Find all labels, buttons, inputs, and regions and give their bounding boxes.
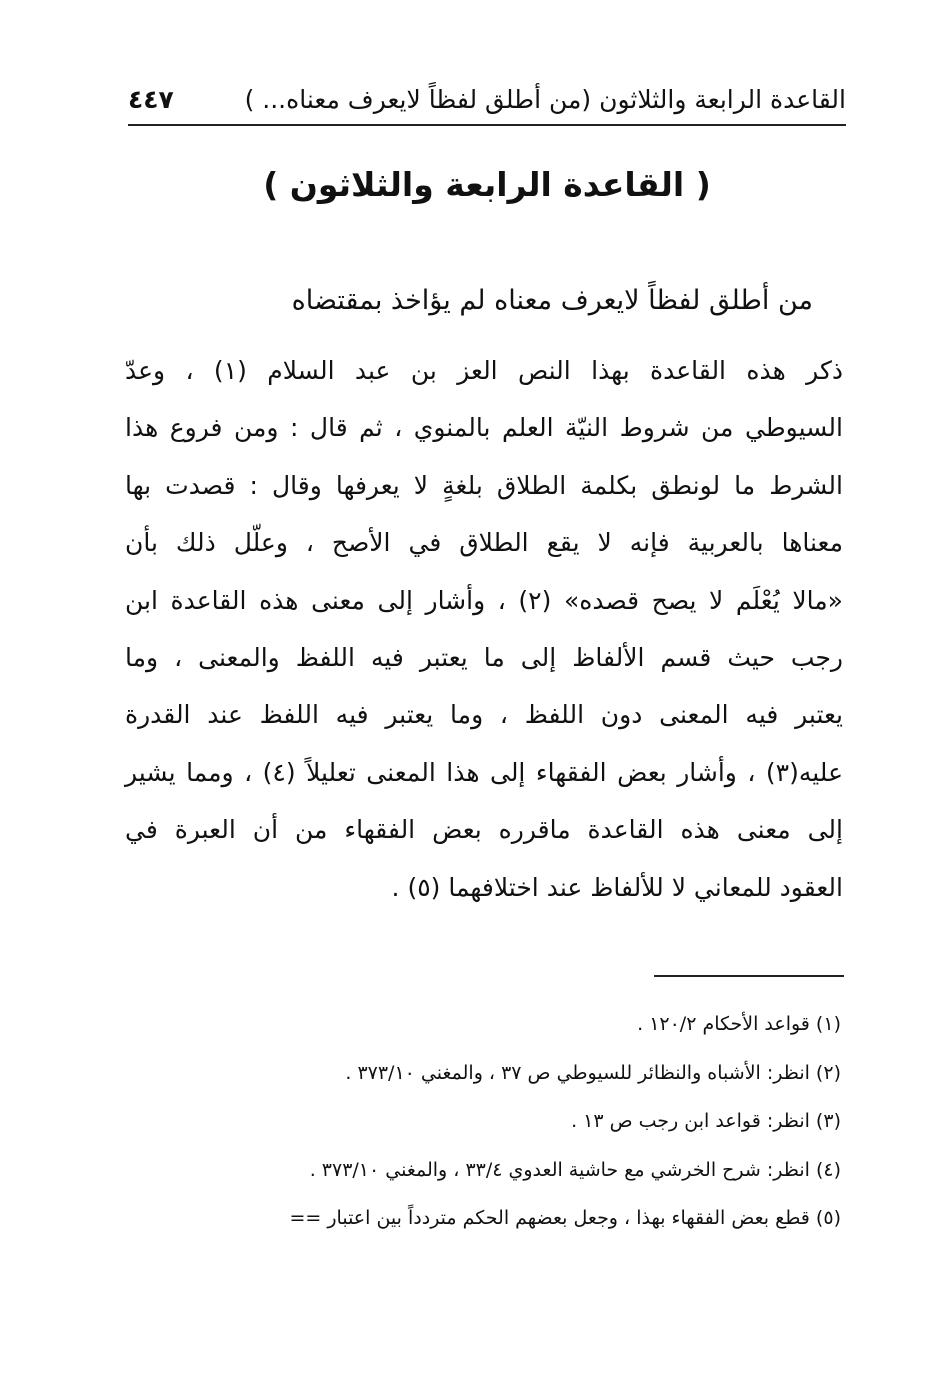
footnote-1: (١) قواعد الأحكام ١٢٠/٢ .: [637, 1013, 841, 1035]
body-line: السيوطي من شروط النيّة العلم بالمنوي ، ثم قال : ومن فروع هذا: [125, 413, 843, 443]
footnote-rule: [654, 975, 844, 977]
footnotes: [121, 1000, 841, 1243]
body-line: رجب حيث قسم الألفاظ إلى ما يعتبر فيه اللفظ والمعنى ، وما: [125, 642, 843, 672]
page-number: ٤٤٧: [128, 84, 174, 114]
footnote-4: (٤) انظر: شرح الخرشي مع حاشية العدوي ٣٣/٤ ، والمغني ٣٧٣/١٠ .: [309, 1158, 841, 1181]
running-header: [128, 74, 846, 124]
footnote-3: (٣) انظر: قواعد ابن رجب ص ١٣ .: [571, 1110, 841, 1132]
footnote-5: (٥) قطع بعض الفقهاء بهذا ، وجعل بعضهم الحكم متردداً بين اعتبار ==: [289, 1207, 841, 1229]
footnote-2: (٢) انظر: الأشباه والنظائر للسيوطي ص ٣٧ ، والمغني ٣٧٣/١٠ .: [345, 1061, 841, 1084]
body-text: [125, 342, 843, 916]
body-line: عليه(٣) ، وأشار بعض الفقهاء إلى هذا المعنى تعليلاً (٤) ، ومما يشير: [125, 757, 843, 787]
header-rule: [128, 124, 846, 126]
body-line: العقود للمعاني لا للألفاظ عند اختلافهما (٥) .: [391, 872, 843, 902]
body-line: معناها بالعربية فإنه لا يقع الطلاق في الأصح ، وعلّل ذلك بأن: [125, 528, 843, 558]
chapter-title: ( القاعدة الرابعة والثلاثون ): [263, 165, 711, 204]
running-header-title: القاعدة الرابعة والثلاثون (من أطلق لفظاً لايعرف معناه... ): [244, 84, 846, 114]
body-line: «مالا يُعْلَم لا يصح قصده» (٢) ، وأشار إلى معنى هذه القاعدة ابن: [125, 585, 843, 615]
body-line: الشرط ما لونطق بكلمة الطلاق بلغةٍ لا يعرفها وقال : قصدت بها: [125, 470, 843, 500]
rule-statement: من أطلق لفظاً لايعرف معناه لم يؤاخذ بمقتضاه: [291, 285, 813, 316]
body-line: إلى معنى هذه القاعدة ماقرره بعض الفقهاء من أن العبرة في: [125, 815, 843, 845]
body-line: يعتبر فيه المعنى دون اللفظ ، وما يعتبر فيه اللفظ عند القدرة: [125, 700, 843, 730]
body-line: ذكر هذه القاعدة بهذا النص العز بن عبد السلام (١) ، وعدّ: [125, 356, 843, 385]
